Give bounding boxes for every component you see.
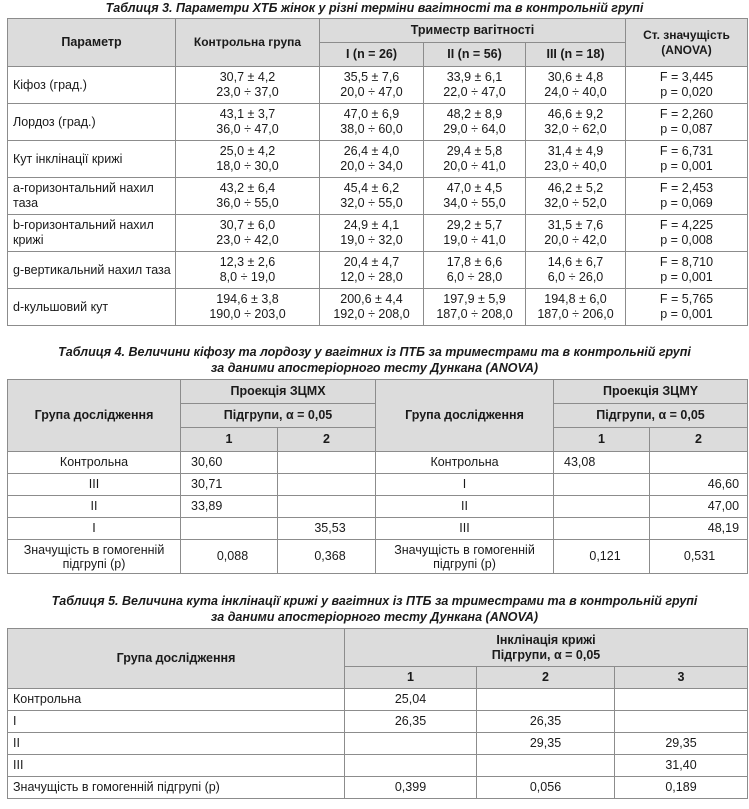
table3-caption: Таблиця 3. Параметри ХТБ жінок у різні терміни вагітності та в контрольній групі — [105, 1, 644, 15]
t3-value-top: 200,6 ± 4,4 — [340, 292, 403, 306]
table4-row — [8, 474, 748, 496]
t5-cell-v1: 26,35 — [345, 711, 477, 733]
t4-header-subgroups-x: Підгрупи, α = 0,05 — [181, 404, 376, 428]
table3-body — [8, 67, 748, 326]
t3-value-bottom: 32,0 ÷ 55,0 — [340, 196, 403, 210]
t3-value-bottom: 34,0 ÷ 55,0 — [443, 196, 506, 210]
t3-value-bottom: 19,0 ÷ 32,0 — [340, 233, 403, 247]
t3-cell-t3 — [526, 104, 626, 141]
t4-cell-gy: Значущість в гомогенній підгрупі (p) — [376, 540, 554, 574]
t4-header-group-x: Група дослідження — [8, 380, 181, 452]
table4-row — [8, 540, 748, 574]
table3-row — [8, 289, 748, 326]
t5-header-3: 3 — [615, 667, 748, 689]
t3-param-cell: g-вертикальний нахил таза — [8, 252, 176, 289]
t3-cell-t1 — [320, 289, 424, 326]
t4-cell-x1: 30,71 — [181, 474, 278, 496]
t4-cell-x2: 0,368 — [278, 540, 376, 574]
t3-cell-c — [176, 289, 320, 326]
t3-value-bottom: p = 0,087 — [660, 122, 713, 136]
table3-row — [8, 141, 748, 178]
t3-value-top: 197,9 ± 5,9 — [443, 292, 506, 306]
t4-header-y-2: 2 — [650, 428, 748, 452]
t3-cell-t1 — [320, 104, 424, 141]
table3-row — [8, 215, 748, 252]
t5-cell-v3: 31,40 — [615, 755, 748, 777]
t3-cell-t1 — [320, 215, 424, 252]
t3-cell-t2 — [424, 141, 526, 178]
t4-cell-x1: 33,89 — [181, 496, 278, 518]
table3 — [7, 18, 748, 326]
t4-header-proj-y: Проекція ЗЦМY — [554, 380, 748, 404]
table5-row — [8, 777, 748, 799]
t3-cell-c — [176, 141, 320, 178]
t4-cell-gy: I — [376, 474, 554, 496]
t3-cell-t3 — [526, 141, 626, 178]
t3-header-trimester: Триместр вагітності — [320, 19, 626, 43]
t3-cell-t3 — [526, 215, 626, 252]
t3-value-top: F = 3,445 — [659, 70, 714, 84]
t3-value-top: 194,6 ± 3,8 — [216, 292, 279, 306]
table5-row — [8, 689, 748, 711]
t4-cell-x2 — [278, 474, 376, 496]
t3-value-top: F = 5,765 — [659, 292, 714, 306]
table5 — [7, 628, 748, 799]
t4-cell-y2: 47,00 — [650, 496, 748, 518]
t5-cell-v3: 0,189 — [615, 777, 748, 799]
t4-header-group-y: Група дослідження — [376, 380, 554, 452]
t3-cell-t2 — [424, 178, 526, 215]
table5-row — [8, 755, 748, 777]
t3-value-bottom: 20,0 ÷ 42,0 — [544, 233, 607, 247]
t3-value-top: F = 4,225 — [659, 218, 714, 232]
t4-cell-gx: III — [8, 474, 181, 496]
t3-header-param: Параметр — [8, 19, 176, 67]
t3-cell-s — [626, 178, 748, 215]
t3-value-bottom: 23,0 ÷ 37,0 — [216, 85, 279, 99]
t4-cell-gx: Контрольна — [8, 452, 181, 474]
t3-cell-t3 — [526, 252, 626, 289]
t3-param-cell: Лордоз (град.) — [8, 104, 176, 141]
t4-header-x-1: 1 — [181, 428, 278, 452]
t3-value-top: 30,7 ± 4,2 — [219, 70, 276, 84]
t3-header-significance: Ст. значущість (ANOVA) — [626, 19, 748, 67]
t3-value-bottom: 36,0 ÷ 47,0 — [216, 122, 279, 136]
t3-value-bottom: 6,0 ÷ 28,0 — [446, 270, 503, 284]
t3-value-top: F = 6,731 — [659, 144, 714, 158]
t3-value-bottom: 187,0 ÷ 208,0 — [436, 307, 513, 321]
t4-header-x-2: 2 — [278, 428, 376, 452]
t3-cell-s — [626, 141, 748, 178]
t5-cell-v1: 25,04 — [345, 689, 477, 711]
table4-caption-line1: Таблиця 4. Величини кіфозу та лордозу у вагітних із ПТБ за триместрами та в контрольній групі — [58, 345, 691, 359]
t3-cell-t1 — [320, 141, 424, 178]
t3-value-bottom: 23,0 ÷ 42,0 — [216, 233, 279, 247]
t3-value-top: 25,0 ± 4,2 — [219, 144, 276, 158]
t3-value-bottom: p = 0,069 — [660, 196, 713, 210]
t3-cell-t2 — [424, 252, 526, 289]
t3-value-bottom: p = 0,001 — [660, 159, 713, 173]
table5-caption-line2: за даними апостеріорного тесту Дункана (ANOVA) — [210, 610, 539, 624]
t5-cell-v2: 29,35 — [477, 733, 615, 755]
t4-header-subgroups-y: Підгрупи, α = 0,05 — [554, 404, 748, 428]
t5-group-cell: II — [8, 733, 345, 755]
t5-cell-v2 — [477, 755, 615, 777]
t3-value-top: F = 2,260 — [659, 107, 714, 121]
t3-value-bottom: 32,0 ÷ 62,0 — [544, 122, 607, 136]
t4-cell-x2: 35,53 — [278, 518, 376, 540]
t3-value-top: 24,9 ± 4,1 — [343, 218, 400, 232]
t4-cell-gx: II — [8, 496, 181, 518]
t3-value-bottom: 24,0 ÷ 40,0 — [544, 85, 607, 99]
t5-header-inclination — [345, 629, 748, 667]
t5-cell-v2 — [477, 689, 615, 711]
t3-param-cell: d-кульшовий кут — [8, 289, 176, 326]
t3-value-top: 43,2 ± 6,4 — [219, 181, 276, 195]
t5-group-cell: Контрольна — [8, 689, 345, 711]
t3-cell-t2 — [424, 104, 526, 141]
t3-value-bottom: 192,0 ÷ 208,0 — [333, 307, 410, 321]
t3-value-top: 29,4 ± 5,8 — [446, 144, 503, 158]
t3-value-top: 30,6 ± 4,8 — [547, 70, 604, 84]
t4-cell-gx: I — [8, 518, 181, 540]
t3-param-cell: b-горизонтальний нахил крижі — [8, 215, 176, 252]
table5-row — [8, 711, 748, 733]
t3-cell-s — [626, 67, 748, 104]
t4-cell-y2 — [650, 452, 748, 474]
t5-cell-v1: 0,399 — [345, 777, 477, 799]
t3-cell-t3 — [526, 289, 626, 326]
t3-cell-s — [626, 289, 748, 326]
t3-value-bottom: 19,0 ÷ 41,0 — [443, 233, 506, 247]
t3-param-cell: Кут інклінації крижі — [8, 141, 176, 178]
t3-value-top: 47,0 ± 6,9 — [343, 107, 400, 121]
t3-value-top: 30,7 ± 6,0 — [219, 218, 276, 232]
t5-header-2: 2 — [477, 667, 615, 689]
t5-cell-v3: 29,35 — [615, 733, 748, 755]
table4-caption-line2: за даними апостеріорного тесту Дункана (ANOVA) — [210, 361, 539, 375]
t3-cell-c — [176, 104, 320, 141]
t3-value-bottom: 36,0 ÷ 55,0 — [216, 196, 279, 210]
t3-value-top: 35,5 ± 7,6 — [343, 70, 400, 84]
t3-cell-s — [626, 215, 748, 252]
t5-cell-v1 — [345, 733, 477, 755]
t3-value-bottom: 20,0 ÷ 34,0 — [340, 159, 403, 173]
t5-header-incl-title: Інклінація крижі — [496, 632, 596, 647]
t5-group-cell: III — [8, 755, 345, 777]
table4-body — [8, 452, 748, 574]
table3-row — [8, 104, 748, 141]
table4-row — [8, 518, 748, 540]
t4-cell-gy: II — [376, 496, 554, 518]
t3-value-bottom: 187,0 ÷ 206,0 — [537, 307, 614, 321]
table3-row — [8, 178, 748, 215]
t3-cell-t2 — [424, 215, 526, 252]
table5-body — [8, 689, 748, 799]
t3-cell-s — [626, 104, 748, 141]
t3-cell-t1 — [320, 252, 424, 289]
t4-cell-y2: 0,531 — [650, 540, 748, 574]
t4-cell-x1: 30,60 — [181, 452, 278, 474]
t3-value-top: 20,4 ± 4,7 — [343, 255, 400, 269]
t3-cell-c — [176, 215, 320, 252]
t3-value-top: 14,6 ± 6,7 — [547, 255, 604, 269]
t3-cell-c — [176, 178, 320, 215]
t4-cell-gy: Контрольна — [376, 452, 554, 474]
t4-cell-y2: 48,19 — [650, 518, 748, 540]
t3-value-top: 12,3 ± 2,6 — [219, 255, 276, 269]
t5-cell-v2: 0,056 — [477, 777, 615, 799]
t4-cell-y1: 43,08 — [554, 452, 650, 474]
t3-cell-t3 — [526, 67, 626, 104]
t3-value-bottom: 20,0 ÷ 47,0 — [340, 85, 403, 99]
t4-cell-x2 — [278, 452, 376, 474]
t3-value-top: 46,6 ± 9,2 — [547, 107, 604, 121]
t4-cell-y1 — [554, 518, 650, 540]
t3-cell-c — [176, 252, 320, 289]
t3-value-bottom: 8,0 ÷ 19,0 — [219, 270, 276, 284]
t3-value-top: 31,4 ± 4,9 — [547, 144, 604, 158]
table4-row — [8, 496, 748, 518]
t5-group-cell: I — [8, 711, 345, 733]
t3-cell-c — [176, 67, 320, 104]
t3-value-bottom: 32,0 ÷ 52,0 — [544, 196, 607, 210]
t3-cell-s — [626, 252, 748, 289]
t3-value-top: F = 2,453 — [659, 181, 714, 195]
table4-row — [8, 452, 748, 474]
t3-value-bottom: p = 0,001 — [660, 307, 713, 321]
t3-cell-t3 — [526, 178, 626, 215]
t4-cell-y2: 46,60 — [650, 474, 748, 496]
t5-header-subgroups: Підгрупи, α = 0,05 — [491, 647, 601, 662]
t3-value-bottom: 22,0 ÷ 47,0 — [443, 85, 506, 99]
t4-cell-y1: 0,121 — [554, 540, 650, 574]
table3-row — [8, 252, 748, 289]
t5-cell-v1 — [345, 755, 477, 777]
t3-value-top: 47,0 ± 4,5 — [446, 181, 503, 195]
t3-header-t2: II (n = 56) — [424, 43, 526, 67]
t3-cell-t2 — [424, 67, 526, 104]
t4-cell-gx: Значущість в гомогенній підгрупі (p) — [8, 540, 181, 574]
table5-caption-line1: Таблиця 5. Величина кута інклінації крижі у вагітних із ПТБ за триместрами та в контрольній групі — [51, 594, 698, 608]
t3-value-bottom: 23,0 ÷ 40,0 — [544, 159, 607, 173]
t3-value-bottom: p = 0,020 — [660, 85, 713, 99]
t3-value-top: 17,8 ± 6,6 — [446, 255, 503, 269]
t3-value-bottom: 38,0 ÷ 60,0 — [340, 122, 403, 136]
table4 — [7, 379, 748, 574]
t4-header-y-1: 1 — [554, 428, 650, 452]
t5-cell-v2: 26,35 — [477, 711, 615, 733]
t5-cell-v3 — [615, 689, 748, 711]
t3-value-bottom: 29,0 ÷ 64,0 — [443, 122, 506, 136]
t3-value-top: 46,2 ± 5,2 — [547, 181, 604, 195]
t5-cell-v3 — [615, 711, 748, 733]
t3-header-t3: III (n = 18) — [526, 43, 626, 67]
t3-value-bottom: 12,0 ÷ 28,0 — [340, 270, 403, 284]
t3-value-bottom: 20,0 ÷ 41,0 — [443, 159, 506, 173]
t4-cell-y1 — [554, 496, 650, 518]
t3-value-top: 45,4 ± 6,2 — [343, 181, 400, 195]
t3-cell-t1 — [320, 178, 424, 215]
t4-cell-gy: III — [376, 518, 554, 540]
t4-cell-x1 — [181, 518, 278, 540]
t4-cell-y1 — [554, 474, 650, 496]
t3-header-control: Контрольна група — [176, 19, 320, 67]
t4-cell-x2 — [278, 496, 376, 518]
t3-cell-t1 — [320, 67, 424, 104]
t3-value-bottom: 190,0 ÷ 203,0 — [209, 307, 286, 321]
table5-row — [8, 733, 748, 755]
t5-header-1: 1 — [345, 667, 477, 689]
t3-value-bottom: p = 0,001 — [660, 270, 713, 284]
t3-value-top: 194,8 ± 6,0 — [544, 292, 607, 306]
t5-group-cell: Значущість в гомогенній підгрупі (p) — [8, 777, 345, 799]
t3-value-top: 48,2 ± 8,9 — [446, 107, 503, 121]
t4-header-proj-x: Проекція ЗЦМХ — [181, 380, 376, 404]
t3-value-top: F = 8,710 — [659, 255, 714, 269]
t3-param-cell: Кіфоз (град.) — [8, 67, 176, 104]
t3-value-bottom: 6,0 ÷ 26,0 — [547, 270, 604, 284]
t5-header-group: Група дослідження — [8, 629, 345, 689]
t3-value-bottom: 18,0 ÷ 30,0 — [216, 159, 279, 173]
t3-value-bottom: p = 0,008 — [660, 233, 713, 247]
t3-value-top: 33,9 ± 6,1 — [446, 70, 503, 84]
t3-value-top: 31,5 ± 7,6 — [547, 218, 604, 232]
t3-header-t1: I (n = 26) — [320, 43, 424, 67]
t4-cell-x1: 0,088 — [181, 540, 278, 574]
t3-param-cell: a-горизонтальний нахил таза — [8, 178, 176, 215]
t3-value-top: 43,1 ± 3,7 — [219, 107, 276, 121]
table3-row — [8, 67, 748, 104]
t3-cell-t2 — [424, 289, 526, 326]
t3-value-top: 29,2 ± 5,7 — [446, 218, 503, 232]
t3-value-top: 26,4 ± 4,0 — [343, 144, 400, 158]
